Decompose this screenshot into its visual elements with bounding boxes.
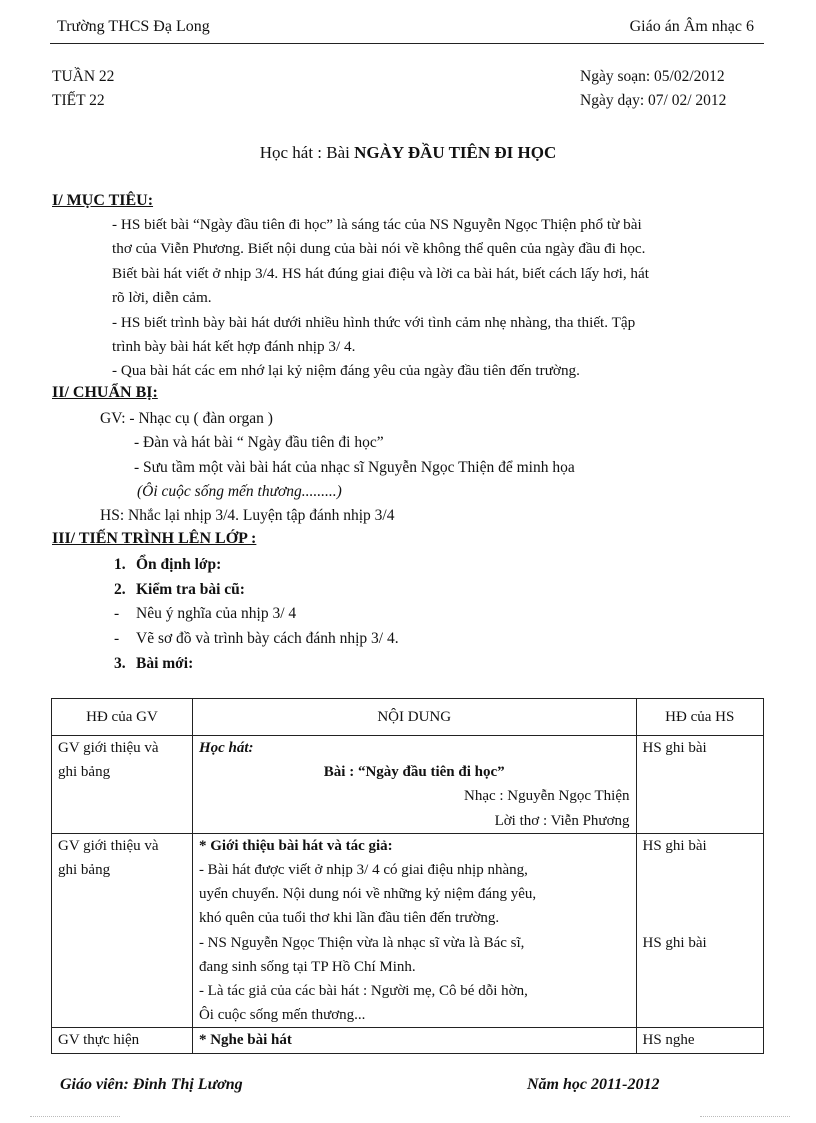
content-line: khó quên của tuổi thơ khi lần đầu tiên đến trường. (198, 910, 500, 927)
week-label: TUẦN 22 (52, 68, 115, 85)
school-name: Trường THCS Đạ Long (57, 18, 210, 35)
footer-dots-right (700, 1116, 790, 1117)
content-line: - Là tác giả của các bài hát : Người mẹ, Cô bé dỗi hờn, (198, 983, 528, 1000)
gv-song: - Đàn và hát bài “ Ngày đầu tiên đi học” (134, 434, 384, 451)
step-number: 1. (114, 556, 126, 573)
learn-song-label: Học hát: (198, 740, 254, 756)
title-prefix: Học hát : Bài (259, 143, 355, 162)
objective-line: rõ lời, diễn cảm. (112, 289, 212, 307)
column-header-gv: HĐ của GV (52, 699, 193, 736)
bullet-dash: - (114, 605, 120, 622)
content-line: uyển chuyển. Nội dung nói về những kỷ niệm đáng yêu, (198, 886, 537, 903)
content-line: - NS Nguyễn Ngọc Thiện vừa là nhạc sĩ vừa là Bác sĩ, (198, 934, 525, 951)
gv-instrument: GV: - Nhạc cụ ( đàn organ ) (100, 410, 273, 427)
lesson-title (0, 143, 816, 163)
objective-line: - Qua bài hát các em nhớ lại kỷ niệm đáng yêu của ngày đầu tiên đến trường. (112, 362, 580, 380)
review-question-2: - Vẽ sơ đồ và trình bày cách đánh nhịp 3/ 4. (114, 630, 399, 647)
review-question-1: - Nêu ý nghĩa của nhịp 3/ 4 (114, 605, 297, 622)
step-2 (114, 581, 245, 599)
gv-activity: GV giới thiệu và ghi bảng (52, 736, 193, 834)
step-label: Bài mới: (136, 655, 194, 672)
step-number: 3. (114, 655, 126, 672)
objective-line: - HS biết trình bày bài hát dưới nhiều hình thức với tình cảm nhẹ nhàng, tha thiết. Tập (112, 313, 636, 331)
subject-name: Giáo án Âm nhạc 6 (629, 18, 754, 35)
objective-line: thơ của Viễn Phương. Biết nội dung của bài nói về không thể quên của ngày đầu đi học. (112, 240, 646, 258)
table-row (52, 833, 764, 1028)
content-line: - Bài hát được viết ở nhịp 3/ 4 có giai điệu nhịp nhàng, (198, 862, 528, 879)
procedure-heading: III/ TIẾN TRÌNH LÊN LỚP : (52, 530, 257, 547)
gv-example: (Ôi cuộc sống mến thương.........) (137, 483, 342, 500)
hs-activity: HS ghi bài HS ghi bài (636, 833, 764, 1028)
objective-line: trình bày bài hát kết hợp đánh nhịp 3/ 4. (112, 338, 356, 356)
prepared-date: Ngày soạn: 05/02/2012 (580, 68, 725, 85)
gv-activity: GV giới thiệu và ghi bảng (52, 833, 193, 1028)
step-3 (114, 655, 193, 673)
lesson-label: TIẾT 22 (52, 92, 105, 109)
objective-line: - HS biết bài “Ngày đầu tiên đi học” là sáng tác của NS Nguyễn Ngọc Thiện phổ từ bài (112, 216, 642, 233)
objectives-heading: I/ MỤC TIÊU: (52, 192, 154, 209)
intro-heading: * Giới thiệu bài hát và tác giả: (198, 837, 393, 854)
content-cell (192, 833, 636, 1028)
teacher-name: Giáo viên: Đinh Thị Lương (60, 1076, 243, 1093)
taught-date: Ngày dạy: 07/ 02/ 2012 (580, 92, 727, 109)
hs-activity: HS nghe (636, 1028, 764, 1053)
song-name: Bài : “Ngày đầu tiên đi học” (323, 764, 505, 781)
header-divider (50, 43, 764, 44)
hs-activity: HS ghi bài (636, 736, 764, 834)
objective-line: Biết bài hát viết ở nhịp 3/4. HS hát đúng giai điệu và lời ca bài hát, biết cách lấy hơi, hát (112, 264, 649, 282)
content-line: Ôi cuộc sống mến thương... (198, 1007, 366, 1024)
lyrics-credit: Lời thơ : Viễn Phương (494, 812, 630, 829)
bullet-dash: - (114, 630, 120, 647)
content-cell: * Nghe bài hát (192, 1028, 636, 1053)
content-line: đang sinh sống tại TP Hồ Chí Minh. (198, 958, 416, 975)
step-label: Ổn định lớp: (136, 556, 222, 573)
table-row (52, 1028, 764, 1053)
objectives-body (112, 213, 762, 384)
step-1 (114, 556, 221, 574)
column-header-hs: HĐ của HS (636, 699, 764, 736)
preparation-heading: II/ CHUẨN BỊ: (52, 384, 158, 401)
step-label: Kiểm tra bài cũ: (136, 581, 245, 598)
music-credit: Nhạc : Nguyễn Ngọc Thiện (463, 788, 630, 805)
gv-activity: GV thực hiện (52, 1028, 193, 1053)
hs-preparation: HS: Nhắc lại nhịp 3/4. Luyện tập đánh nhịp 3/4 (100, 507, 395, 524)
table-header-row (52, 699, 764, 736)
step-number: 2. (114, 581, 126, 598)
content-cell (192, 736, 636, 834)
footer-dots-left (30, 1116, 120, 1117)
song-title: NGÀY ĐẦU TIÊN ĐI HỌC (354, 143, 557, 162)
column-header-content: NỘI DUNG (192, 699, 636, 736)
table-row (52, 736, 764, 834)
school-year: Năm học 2011-2012 (527, 1076, 660, 1093)
gv-collect: - Sưu tầm một vài bài hát của nhạc sĩ Nguyễn Ngọc Thiện để minh họa (134, 459, 575, 476)
lesson-plan-table (51, 698, 764, 1054)
